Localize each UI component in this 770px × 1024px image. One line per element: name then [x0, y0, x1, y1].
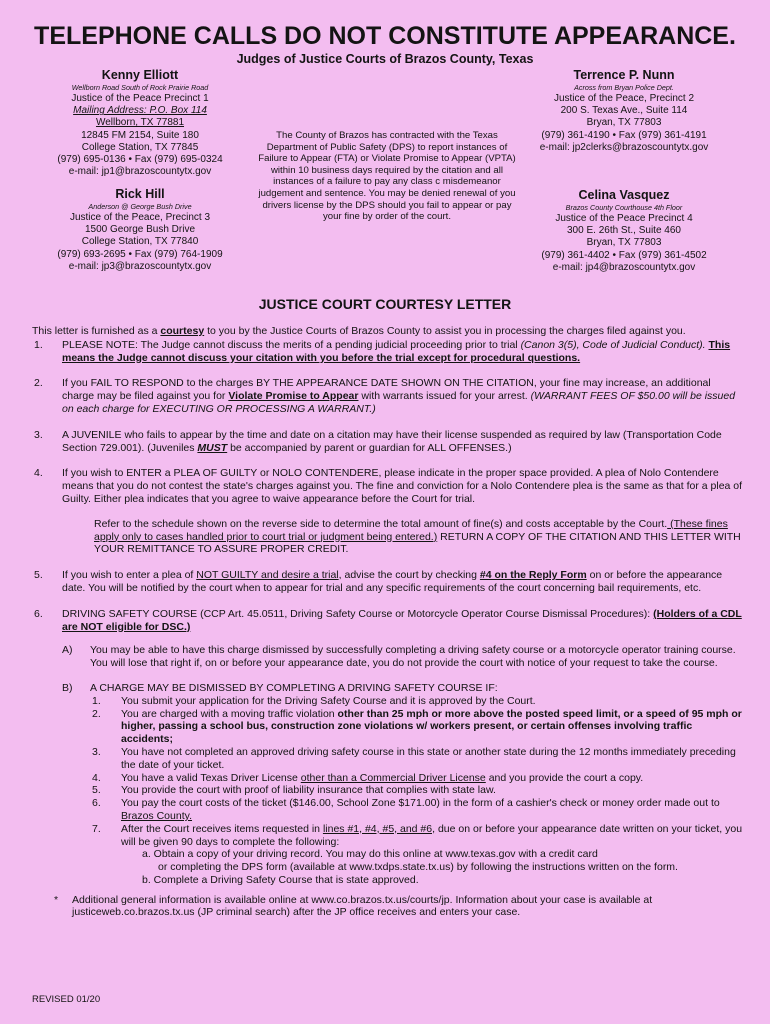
item-3 [32, 429, 744, 455]
judge-location: Brazos County Courthouse 4th Floor [565, 203, 683, 212]
dsc-step-7a-cont [32, 861, 744, 874]
warrant-fees: (WARRANT FEES OF $50.00 will be issued on each charge for EXECUTING OR PROCESSING A WARRANT.) [62, 390, 736, 415]
dps-notice: The County of Brazos has contracted with the Texas Department of Public Safety (DPS) to report instances of Failure to Appear (FTA) or Violate Promise to Appear (VPTA) within 10 business days required by the citation and all instances of a failure to pay any class c misdemeanor judgement and sentence. You may be denied renewal of you drivers license by the DPS should you fail to appear or pay your fine by order of the court. [258, 130, 516, 223]
judge-title: Justice of the Peace, Precinct 3 [69, 212, 211, 223]
item-5 [32, 569, 744, 595]
mailing-city: Wellborn, TX 77881 [95, 117, 185, 129]
return-copy-note: RETURN A COPY OF THE CITATION AND THIS LETTER WITH YOUR REMITTANCE TO ASSURE PROPER CREDIT. [94, 530, 741, 556]
email: e-mail: jp4@brazoscountytx.gov [552, 261, 696, 273]
judge-name: Terrence P. Nunn [573, 68, 675, 82]
item-text-mid: , advise the court by checking [338, 569, 480, 582]
item-text: PLEASE NOTE: The Judge cannot discuss the merits of a pending judicial proceeding prior to trial [62, 338, 521, 351]
lines-reference: lines #1, #4, #5, and #6, [322, 822, 436, 835]
step-text: You have not completed an approved driving safety course in this state or another state during the 12 months immediately preceding the date of your ticket. [121, 745, 736, 771]
item-text: If you wish to ENTER a PLEA OF GUILTY or NOLO CONTENDERE, please indicate in the proper space provided. A plea of Nolo Contendere means that you do not contest the state's charges against you. The fine and conviction for a Nolo Contendere plea is the same as that for a plea of Guilty. Either plea indicates that you agree to waive appearance before the Court for trial. [62, 467, 743, 505]
step-number: 6. [92, 797, 101, 810]
sub-step-text: or completing the DPS form (available at www.txdps.state.tx.us) by following the instructions written on the form. [158, 861, 678, 874]
judge-location: Across from Bryan Police Dept. [574, 83, 674, 92]
intro-paragraph [32, 325, 744, 338]
street-address: 1500 George Bush Drive [84, 224, 196, 236]
dsc-step-7 [32, 823, 744, 849]
sub-text: You may be able to have this charge dismissed by successfully completing a driving safety course or a motorcycle operator training course. You will lose that right if, on or before your appearance date, you do not provide the court with notice of your request to take the course. [90, 644, 736, 670]
footnote [32, 894, 744, 920]
city-address: Bryan, TX 77803 [586, 237, 662, 249]
judge-location: Wellborn Road South of Rock Prairie Road [71, 83, 209, 92]
item-text: If you wish to enter a plea of [62, 569, 197, 582]
dsc-step-5 [32, 784, 744, 797]
item-number: 1. [34, 338, 43, 351]
judge-name: Celina Vasquez [578, 188, 670, 202]
courtesy-word: courtesy [160, 325, 205, 337]
step-number: 1. [92, 694, 101, 707]
step-bold-text: other than 25 mph or more above the posted speed limit, or a speed of 95 mph or higher, passing a school bus, construction zone violations w/ workers present, or certain offenses involving traffic accidents; [121, 707, 742, 746]
step-number: 7. [92, 822, 101, 835]
phone-fax: (979) 695-0136 • Fax (979) 695-0324 [57, 154, 223, 166]
intro-text: This letter is furnished as a [32, 325, 161, 337]
dsc-step-7a [32, 848, 744, 861]
schedule-text: Refer to the schedule shown on the reverse side to determine the total amount of fine(s) and costs acceptable by the Court. [94, 517, 668, 530]
email: e-mail: jp1@brazoscountytx.gov [68, 166, 212, 178]
sub-letter: B) [62, 681, 73, 694]
city-address: Bryan, TX 77803 [586, 117, 662, 129]
street-address: 300 E. 26th St., Suite 460 [567, 225, 681, 237]
street-address: 200 S. Texas Ave., Suite 114 [560, 105, 688, 117]
step-text: You pay the court costs of the ticket ($146.00, School Zone $171.00) in the form of a cashier's check or money order made out to [121, 797, 720, 810]
letter-body [32, 325, 744, 919]
must-word: MUST [197, 441, 228, 454]
dsc-step-1 [32, 695, 744, 708]
judge-block-precinct-4 [524, 188, 724, 274]
step-text: You submit your application for the Driving Safety Course and it is approved by the Court. [121, 694, 536, 707]
item-number: 5. [34, 569, 43, 582]
dsc-step-7b [32, 874, 744, 887]
judge-notice: This means the Judge cannot discuss your citation with you before the trial except for procedural questions. [62, 338, 731, 364]
judge-title: Justice of the Peace Precinct 4 [555, 213, 693, 224]
item-text-mid: with warrants issued for your arrest. [358, 390, 531, 403]
judge-title: Justice of the Peace, Precinct 2 [553, 93, 695, 104]
footnote-text: Additional general information is available online at www.co.brazos.tx.us/courts/jp. Information about your case is available at justiceweb.co.brazos.tx.us (JP criminal search) after the JP office receives and enters your case. [72, 893, 653, 919]
step-text: You are charged with a moving traffic violation [121, 707, 338, 720]
sub-letter: A) [62, 644, 73, 657]
item-6b [32, 682, 744, 695]
dsc-step-2 [32, 708, 744, 746]
cdl-note: (Holders of a CDL are NOT eligible for DSC.) [62, 607, 742, 633]
schedule-note [32, 518, 744, 556]
judge-block-precinct-2 [524, 68, 724, 154]
section-title: JUSTICE COURT COURTESY LETTER [258, 296, 512, 312]
item-text-end: be accompanied by parent or guardian for ALL OFFENSES.) [227, 441, 512, 454]
intro-text-end: to you by the Justice Courts of Brazos County to assist you in processing the charges filed against you. [204, 325, 686, 337]
dsc-step-3 [32, 746, 744, 772]
step-number: 2. [92, 707, 101, 720]
sub-heading: A CHARGE MAY BE DISMISSED BY COMPLETING A DRIVING SAFETY COURSE IF: [90, 681, 498, 694]
item-4 [32, 467, 744, 505]
payee-name: Brazos County. [121, 809, 193, 822]
phone-fax: (979) 361-4402 • Fax (979) 361-4502 [541, 249, 707, 261]
step-text: You provide the court with proof of liability insurance that complies with state law. [121, 784, 496, 797]
item-6a [32, 644, 744, 670]
judge-block-precinct-3 [40, 187, 240, 273]
page-subtitle: Judges of Justice Courts of Brazos County, Texas [236, 52, 534, 66]
item-text: If you FAIL TO RESPOND to the charges BY THE APPEARANCE DATE SHOWN ON THE CITATION, your fine may increase, an additional charge may be filed against you for [62, 377, 711, 403]
mailing-address: Mailing Address: P.O. Box 114 [73, 105, 207, 117]
footnote-star: * [54, 893, 59, 906]
item-text: DRIVING SAFETY COURSE (CCP Art. 45.0511, Driving Safety Course or Motorcycle Operator Course Dismissal Procedures): [62, 607, 654, 620]
dsc-step-4 [32, 772, 744, 785]
canon-reference: (Canon 3(5), Code of Judicial Conduct). [520, 338, 706, 351]
item-2 [32, 377, 744, 415]
sub-step-text: a. Obtain a copy of your driving record. You may do this online at www.texas.gov with a credit card [142, 848, 598, 861]
step-text-end: due on or before your appearance date written on your ticket, you will be given 90 days to complete the following: [121, 822, 743, 848]
step-text: After the Court receives items requested in [121, 822, 323, 835]
item-number: 4. [34, 467, 43, 480]
reply-form-ref: #4 on the Reply Form [479, 569, 587, 582]
step-number: 5. [92, 784, 101, 797]
judge-block-precinct-1 [40, 68, 240, 178]
item-number: 2. [34, 377, 43, 390]
item-number: 6. [34, 607, 43, 620]
street-address: 12845 FM 2154, Suite 180 [81, 129, 199, 141]
city-address: College Station, TX 77840 [81, 236, 199, 248]
phone-fax: (979) 361-4190 • Fax (979) 361-4191 [541, 129, 707, 141]
step-text: You have a valid Texas Driver License [121, 771, 301, 784]
item-text-end: on or before the appearance date. You will be notified by the court when to appear for trial and any specific requirements of the court concerning bail requirements, etc. [62, 569, 723, 594]
email: e-mail: jp3@brazoscountytx.gov [68, 260, 212, 272]
city-address: College Station, TX 77845 [81, 141, 199, 153]
item-number: 3. [34, 428, 43, 441]
cdl-term: other than a Commercial Driver License [300, 771, 486, 784]
fines-note: (These fines apply only to cases handled prior to court trial or judgment being entered.) [94, 517, 728, 543]
dsc-step-6 [32, 797, 744, 823]
revision-date: REVISED 01/20 [32, 994, 101, 1005]
item-1 [32, 339, 744, 365]
email: e-mail: jp2clerks@brazoscountytx.gov [539, 141, 709, 153]
not-guilty-term: NOT GUILTY and desire a trial [196, 569, 339, 582]
judge-name: Kenny Elliott [101, 68, 179, 82]
item-text: A JUVENILE who fails to appear by the time and date on a citation may have their license suspended as required by law (Transportation Code Section 729.001). (Juveniles [62, 428, 722, 454]
step-number: 3. [92, 745, 101, 758]
step-text-end: and you provide the court a copy. [485, 771, 644, 784]
step-number: 4. [92, 771, 101, 784]
judge-title: Justice of the Peace Precinct 1 [71, 93, 209, 104]
judge-name: Rick Hill [115, 187, 165, 201]
vpta-term: Violate Promise to Appear [228, 390, 359, 403]
judge-location: Anderson @ George Bush Drive [88, 202, 192, 211]
item-6 [32, 608, 744, 634]
phone-fax: (979) 693-2695 • Fax (979) 764-1909 [57, 248, 223, 260]
page-title: TELEPHONE CALLS DO NOT CONSTITUTE APPEARANCE. [34, 22, 736, 50]
sub-step-text: b. Complete a Driving Safety Course that is state approved. [142, 873, 419, 886]
